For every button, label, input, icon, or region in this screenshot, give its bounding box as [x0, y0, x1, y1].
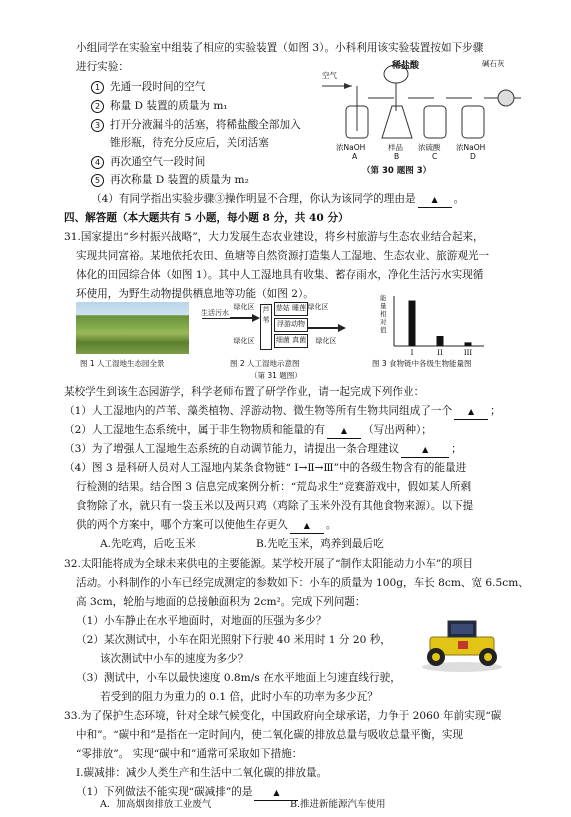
answer-blank[interactable]: [327, 423, 361, 439]
answer-blank[interactable]: [418, 192, 452, 208]
bottle-c-label: 浓硫酸: [418, 143, 441, 152]
q31-part-4-line-2: 行检测的结果。结合图 3 信息完成案例分析：“荒岛求生”竞赛游戏中，假如某人所剩: [76, 481, 472, 493]
step-text: 先通一段时间的空气: [110, 81, 206, 93]
step-1: [91, 80, 205, 94]
air-label: 空气: [322, 71, 337, 80]
step-text: 打开分液漏斗的活塞，将稀盐酸全部加入: [110, 119, 301, 131]
blank-marker: ▲: [468, 407, 475, 416]
q31-3-text: （3）为了增强人工湿地生态系统的自动调节能力，请提出一条合理建议: [64, 443, 400, 455]
fig2-caption: 图 2 人工湿地示意图: [230, 359, 300, 368]
energy-bar-I: [409, 301, 416, 346]
wetland-diagram: [200, 300, 348, 360]
lime-label: 碱石灰: [482, 59, 505, 68]
q33-option-a: A．加高烟囱排放工业废气: [100, 799, 212, 810]
q31-line-1: 31.国家提出“乡村振兴战略”，大力发展生态农业建设，将乡村旅游与生态农业结合起来，: [64, 231, 484, 243]
bottle-a-label: 浓NaOH: [336, 143, 366, 152]
energy-chart: [380, 292, 490, 358]
step-number: 3: [91, 119, 104, 132]
green-zone-br: 绿化区: [312, 336, 340, 346]
q30-4-end: 。: [453, 193, 465, 205]
apparatus-caption: （第 30 题图 3）: [362, 166, 432, 176]
q31-task-intro: 某校学生到该生态园游学，科学老师布置了研学作业，请一起完成下列作业：: [64, 386, 425, 398]
blank-marker: ▲: [303, 521, 310, 530]
blank-marker: ▲: [422, 445, 429, 454]
q31-part-2: [64, 423, 432, 439]
step-number: 1: [91, 81, 104, 94]
q32-line-1: 32.太阳能将成为全球未来供电的主要能源。某学校开展了“制作太阳能动力小车”的项目: [64, 558, 474, 570]
q32-part-2-line-1: （2）某次测试中，小车在阳光照射下行驶 40 米用时 1 分 20 秒，: [76, 634, 391, 646]
q31-option-a: A.先吃鸡，后吃玉米: [100, 538, 196, 550]
chart-svg: [380, 292, 490, 358]
microbe-box: 细菌 真菌: [274, 334, 308, 348]
step-3: [91, 118, 301, 132]
q30-4-text: （4）有同学指出实验步骤③操作明显不合理，你认为该同学的理由是: [91, 193, 416, 205]
energy-bar-III: [465, 342, 472, 346]
bottle-d-label: 浓NaOH: [456, 143, 486, 152]
q32-part-1: （1）小车静止在水平地面时，对地面的压强为多少？: [76, 615, 327, 627]
q32-part-3-line-2: 若受到的阻力为重力的 0.1 倍，此时小车的功率为多少瓦？: [100, 691, 378, 703]
q31-line-2: 实现共同富裕。某地依托农田、鱼塘等自然资源打造集人工湿地、生态农业、旅游观光一: [76, 250, 490, 262]
q31-part-4-line-1: （4）图 3 是科研人员对人工湿地内某条食物链“ Ⅰ→Ⅱ→Ⅲ”中的各级生物含有的能量进: [64, 462, 467, 474]
bottle-b-label: 样品: [388, 143, 403, 152]
step-text: 再次通空气一段时间: [110, 156, 206, 168]
letter-d: D: [470, 152, 476, 161]
q33-option-b: B.推进新能源汽车使用: [290, 799, 386, 810]
step-4: [91, 155, 205, 169]
solar-car-image: [418, 613, 506, 675]
step-5: [91, 173, 249, 187]
q32-part-2-line-2: 该次测试中小车的速度为多少？: [100, 653, 249, 665]
plankton-box: 浮游动物: [274, 318, 308, 332]
q32-part-3-line-1: （3）测试中，小车以最快速度 0.8m/s 在水平地面上匀速直线行驶，: [76, 672, 401, 684]
blank-marker: ▲: [273, 788, 280, 797]
energy-bar-II: [437, 336, 444, 346]
reed-box: 芦苇: [260, 304, 272, 350]
q31-part-3: （3）为了增强人工湿地生态系统的自动调节能力，请提出一条合理建议 ▲ ；: [64, 442, 462, 458]
q31-part-1: （1）人工湿地内的芦苇、藻类植物、浮游动物、微生物等所有生物共同组成了一个 ▲ ；: [64, 404, 501, 420]
green-zone-tr: 绿化区: [304, 302, 332, 312]
letter-a: A: [352, 152, 358, 161]
chart-ylabel: 能量相对值: [380, 294, 387, 334]
green-zone-bl: 绿化区: [230, 336, 258, 346]
q32-line-2: 活动。小科制作的小车已经完成测定的参数如下：小车的质量为 100g，车长 8cm、宽 6.5cm、: [76, 577, 529, 589]
step-3-cont: 锥形瓶，待充分反应后，关闭活塞: [110, 137, 269, 149]
q31-option-b: B.先吃玉米，鸡养到最后吃: [256, 538, 384, 550]
q31-1-text: （1）人工湿地内的芦苇、藻类植物、浮游动物、微生物等所有生物共同组成了一个: [64, 405, 453, 417]
lotus-box: 慈姑 睡莲: [274, 302, 308, 316]
q33-line-3: “零排放”。 实现“碳中和”通常可采取如下措施：: [76, 748, 303, 760]
step-text: 再次称量 D 装置的质量为 m₂: [110, 174, 249, 186]
q30-part-4: [91, 192, 464, 208]
q31-part-4-line-4: 供的两个方案中，哪个方案可以使他生存更久 ▲ 。: [76, 518, 336, 534]
acid-label: 稀盐酸: [392, 61, 420, 71]
intro-line-2: 进行实验：: [76, 61, 129, 73]
answer-blank[interactable]: [401, 442, 449, 458]
x-tick-label: I: [410, 349, 414, 357]
q33-line-2: 中和”。“碳中和”是指在一定时间内，使二氧化碳的排放总量与吸收总量平衡，实现: [76, 729, 464, 741]
q31-line-3: 体化的田园综合体（如图 1）。其中人工湿地具有收集、蓄存雨水，净化生活污水实现循: [76, 269, 484, 281]
answer-blank[interactable]: [454, 404, 488, 420]
x-tick-label: III: [463, 349, 473, 357]
fig3-caption: 图 3 食物链中各级生物能量图: [372, 359, 472, 368]
letter-b: B: [394, 152, 400, 161]
step-number: 2: [91, 100, 104, 113]
answer-blank[interactable]: [290, 518, 324, 534]
fig31-group-caption: （第 31 题图）: [250, 371, 302, 380]
blank-marker: ▲: [431, 195, 438, 204]
x-tick-label: II: [437, 349, 443, 357]
step-number: 5: [91, 174, 104, 187]
green-zone-tl: 绿化区: [230, 302, 258, 312]
fig1-caption: 图 1 人工湿地生态园全景: [80, 359, 165, 368]
wetland-photo: [76, 302, 189, 354]
q32-line-3: 高 3cm，轮胎与地面的总接触面积为 2cm²。完成下列问题：: [76, 596, 366, 608]
q31-part-4-line-3: 食物除了水，就只有一袋玉米以及两只鸡（鸡除了玉米外没有其他食物来源）。以下提: [76, 500, 474, 512]
q31-2-tail: （写出两种）；: [363, 424, 432, 436]
q31-2-text: （2）人工湿地生态系统中，属于非生物物质和能量的有: [64, 424, 325, 436]
q33-1-text: （1）下列做法不能实现“碳减排”的是: [76, 786, 253, 798]
q31-line-4: 环使用，为野生动物提供栖息地等功能（如图 2）。: [76, 288, 314, 300]
step-text: 称量 D 装置的质量为 m₁: [110, 100, 228, 112]
section-heading: 四、解答题（本大题共有 5 小题，每小题 8 分，共 40 分）: [64, 212, 349, 224]
step-2: [91, 99, 228, 113]
q33-line-1: 33.为了保护生态环境，针对全球气候变化，中国政府向全球承诺，力争于 2060 年前实现“碳: [64, 710, 502, 722]
apparatus-figure: [322, 56, 522, 176]
step-number: 4: [91, 156, 104, 169]
sewage-label: 生活污水: [201, 309, 229, 317]
intro-line-1: 小组同学在实验室中组装了相应的实验装置（如图 3）。小科利用该实验装置按如下步骤: [76, 42, 484, 54]
q31-4-text: 供的两个方案中，哪个方案可以使他生存更久: [76, 519, 288, 531]
letter-c: C: [432, 152, 438, 161]
blank-marker: ▲: [340, 426, 348, 435]
q33-line-4: Ⅰ.碳减排：减少人类生产和生活中二氧化碳的排放量。: [76, 767, 328, 779]
